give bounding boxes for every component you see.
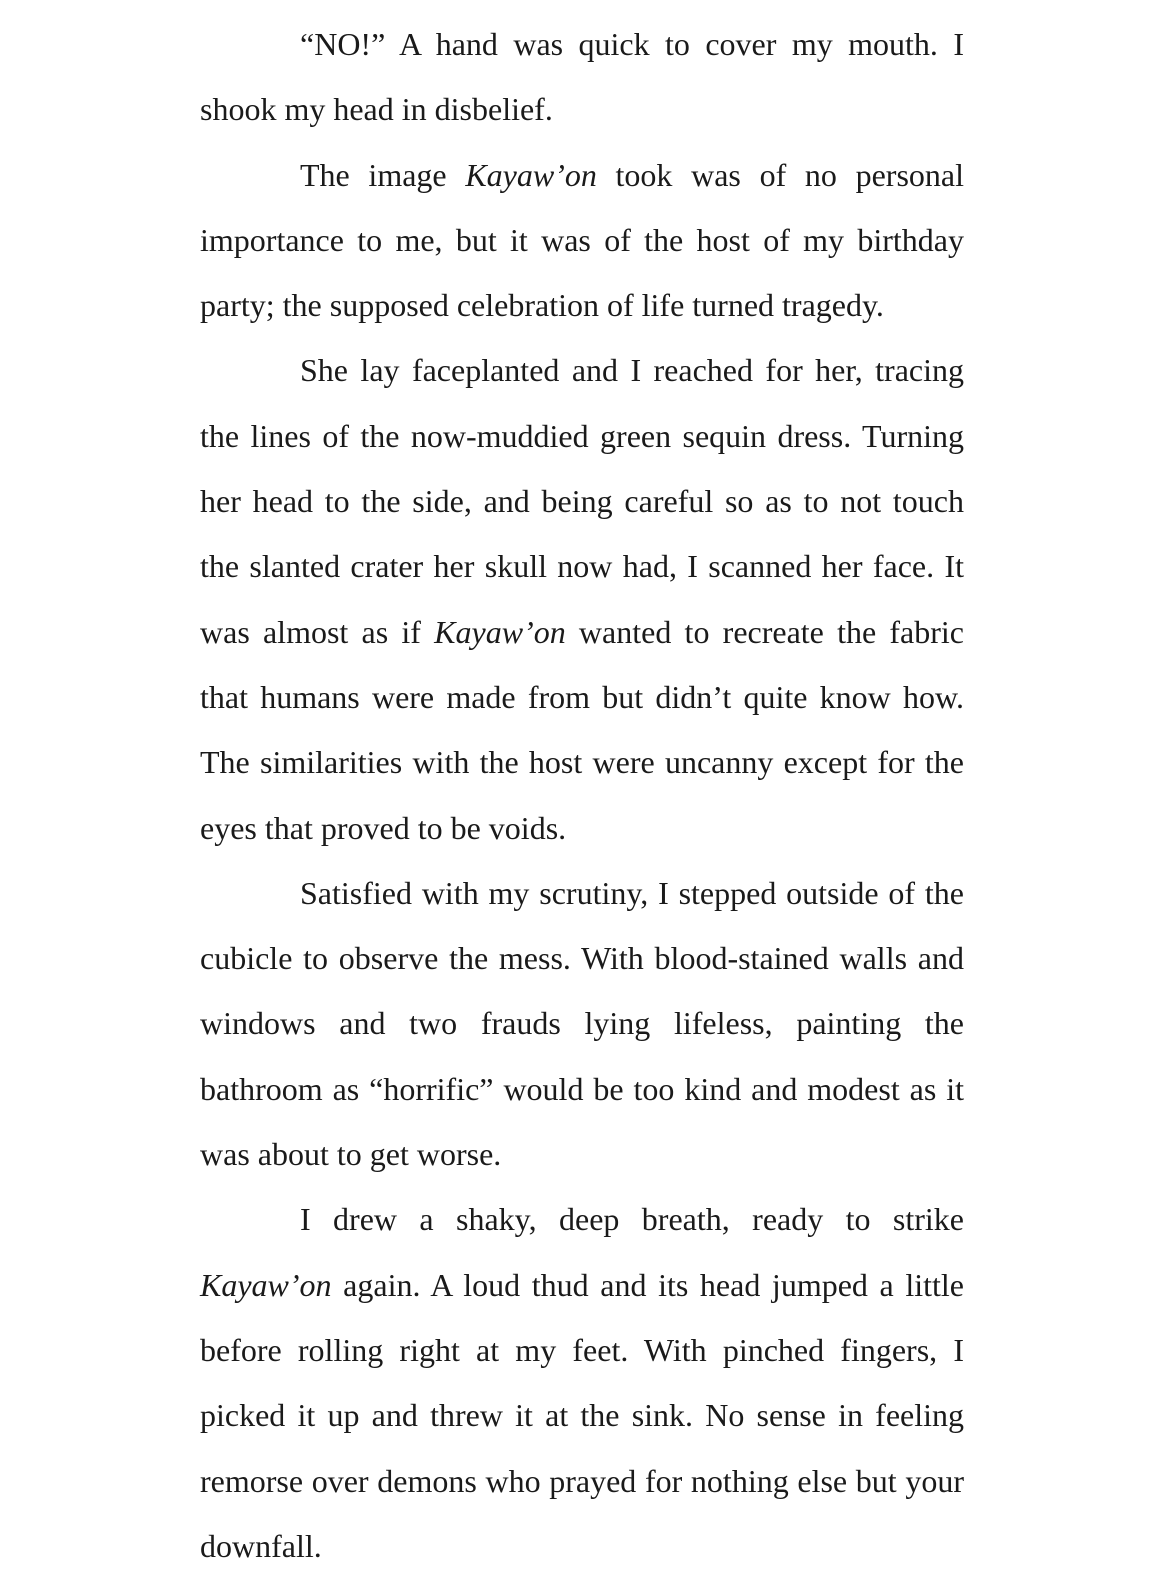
paragraph-2-text-a: The image (300, 156, 466, 193)
paragraph-4-text: Satisfied with my scrutiny, I stepped outside of the cubicle to observe the mess. With blood-stained walls and windows and two frauds lying lifeless, painting the bathroom as “horrific” would be too kind and modest as it was about to get worse. (200, 874, 964, 1173)
paragraph-1 (200, 12, 964, 143)
paragraph-1-text: “NO!” A hand was quick to cover my mouth. I shook my head in disbelief. (200, 26, 964, 128)
paragraph-5-text-b: again. A loud thud and its head jumped a little before rolling right at my feet. With pinched fingers, I picked it up and threw it at the sink. No sense in feeling remorse over demons who prayed for nothing else but your downfall. (200, 1266, 964, 1564)
paragraph-2-italic-name: Kayaw’on (465, 156, 597, 193)
paragraph-3 (200, 338, 964, 860)
paragraph-5-italic-name: Kayaw’on (200, 1266, 332, 1303)
paragraph-3-italic-name: Kayaw’on (434, 613, 566, 650)
paragraph-4 (200, 861, 964, 1187)
paragraph-5-text-a: I drew a shaky, deep breath, ready to strike (300, 1201, 964, 1238)
paragraph-5 (200, 1187, 964, 1579)
paragraph-3-text-b: wanted to recreate the fabric that humans were made from but didn’t quite know how. The similarities with the host were uncanny except for the eyes that proved to be voids. (200, 613, 965, 846)
document-page (200, 12, 964, 1579)
paragraph-2-text-b: took was of no personal importance to me, but it was of the host of my birthday party; the supposed celebration of life turned tragedy. (200, 156, 965, 324)
paragraph-2 (200, 143, 964, 339)
paragraph-3-text-a: She lay faceplanted and I reached for her, tracing the lines of the now-muddied green sequin dress. Turning her head to the side, and being careful so as to not touch the slanted crater her skull now had, I scanned her face. It was almost as if (200, 352, 964, 650)
